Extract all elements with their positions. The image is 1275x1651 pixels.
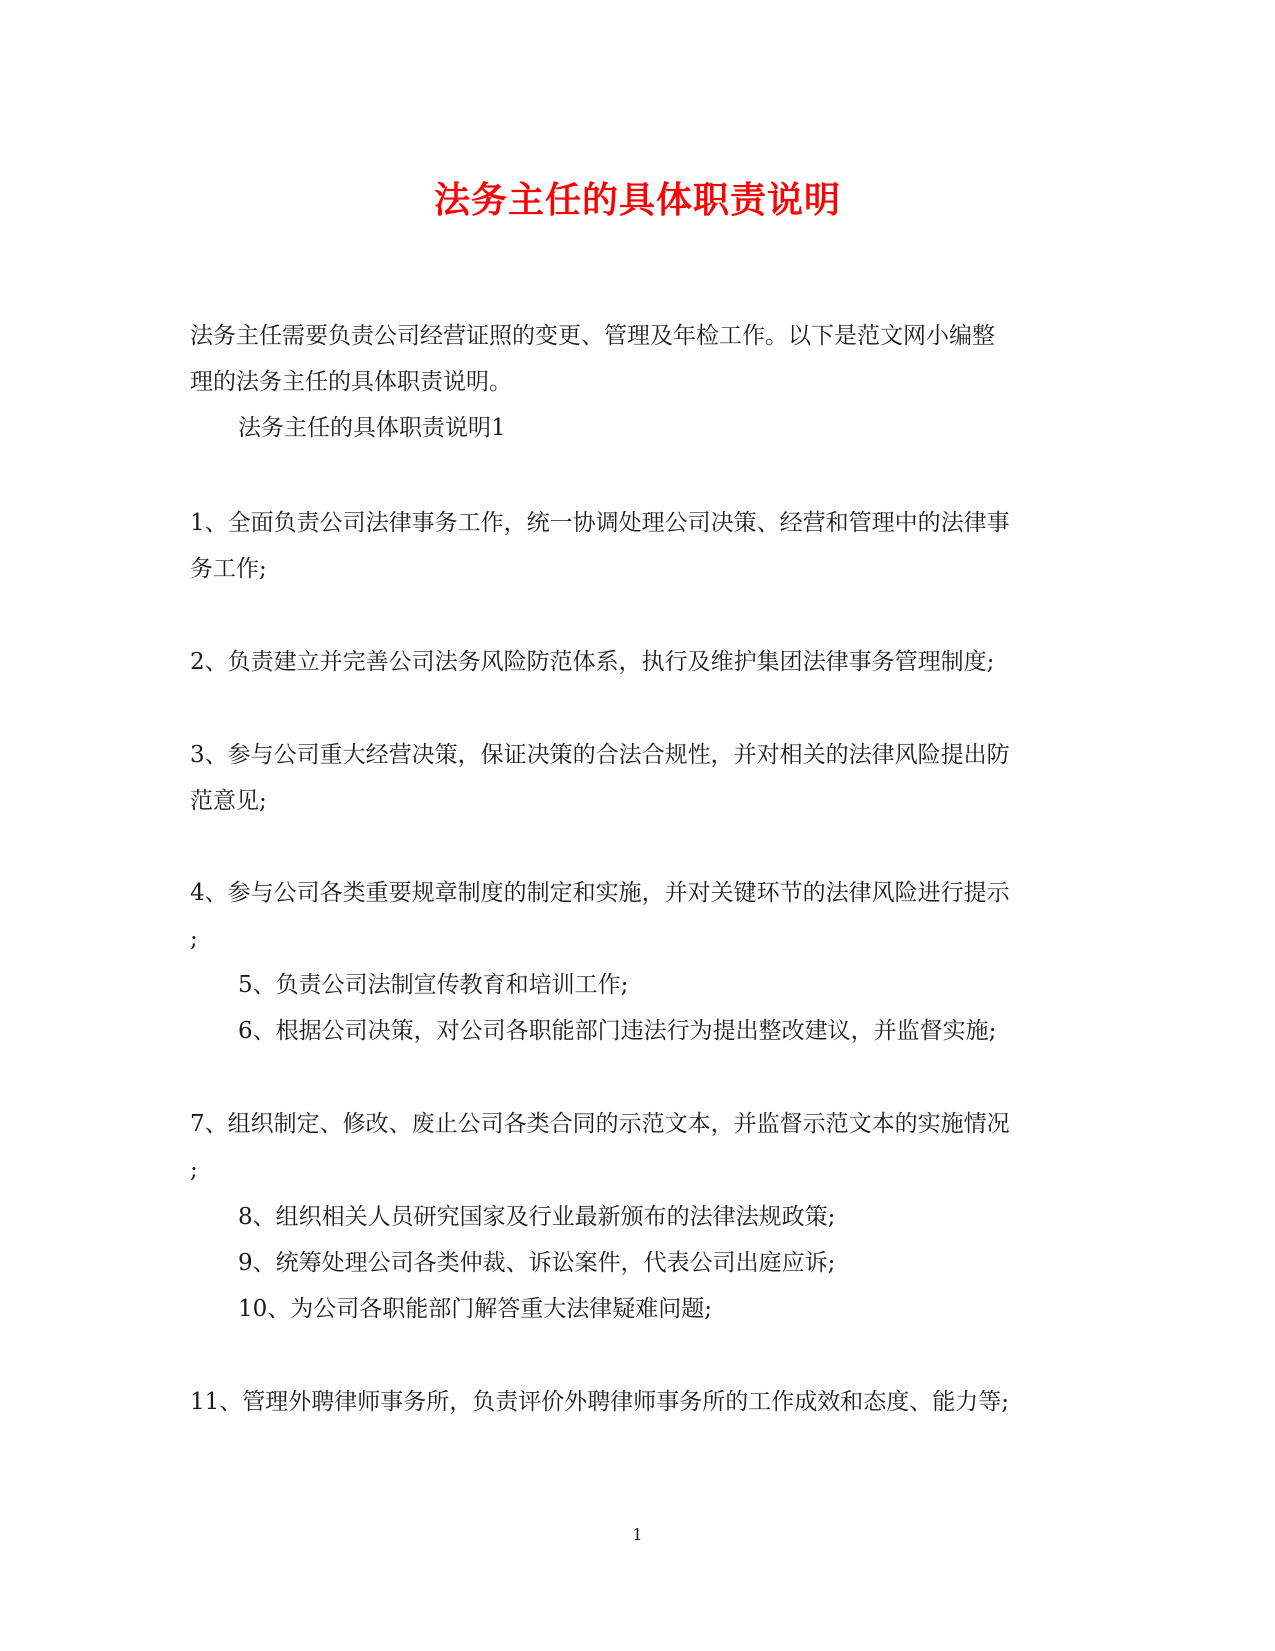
list-item: 务工作; [190,556,267,582]
list-item: 11、管理外聘律师事务所，负责评价外聘律师事务所的工作成效和态度、能力等; [190,1389,1010,1415]
list-item: 6、根据公司决策，对公司各职能部门违法行为提出整改建议，并监督实施; [238,1018,997,1044]
list-item: 4、参与公司各类重要规章制度的制定和实施，并对关键环节的法律风险进行提示 [190,880,1010,906]
list-item: 9、统筹处理公司各类仲裁、诉讼案件，代表公司出庭应诉; [238,1250,836,1276]
list-item: ; [190,926,198,952]
list-item: 8、组织相关人员研究国家及行业最新颁布的法律法规政策; [238,1204,836,1230]
document-title: 法务主任的具体职责说明 [433,180,841,221]
list-item: 范意见; [190,788,267,814]
list-item: 1、全面负责公司法律事务工作，统一协调处理公司决策、经营和管理中的法律事 [190,510,1010,536]
list-item: 3、参与公司重大经营决策，保证决策的合法合规性，并对相关的法律风险提出防 [190,742,1010,768]
list-item: 5、负责公司法制宣传教育和培训工作; [238,972,629,998]
intro-line-2: 理的法务主任的具体职责说明。 [190,369,512,395]
list-item: 2、负责建立并完善公司法务风险防范体系，执行及维护集团法律事务管理制度; [190,649,995,675]
list-item: 10、为公司各职能部门解答重大法律疑难问题; [238,1296,713,1322]
intro-line-1: 法务主任需要负责公司经营证照的变更、管理及年检工作。以下是范文网小编整 [190,323,995,349]
list-item: 7、组织制定、修改、废止公司各类合同的示范文本，并监督示范文本的实施情况 [190,1111,1010,1137]
page-number: 1 [632,1525,643,1544]
section-heading: 法务主任的具体职责说明1 [238,415,506,441]
list-item: ; [190,1157,198,1183]
